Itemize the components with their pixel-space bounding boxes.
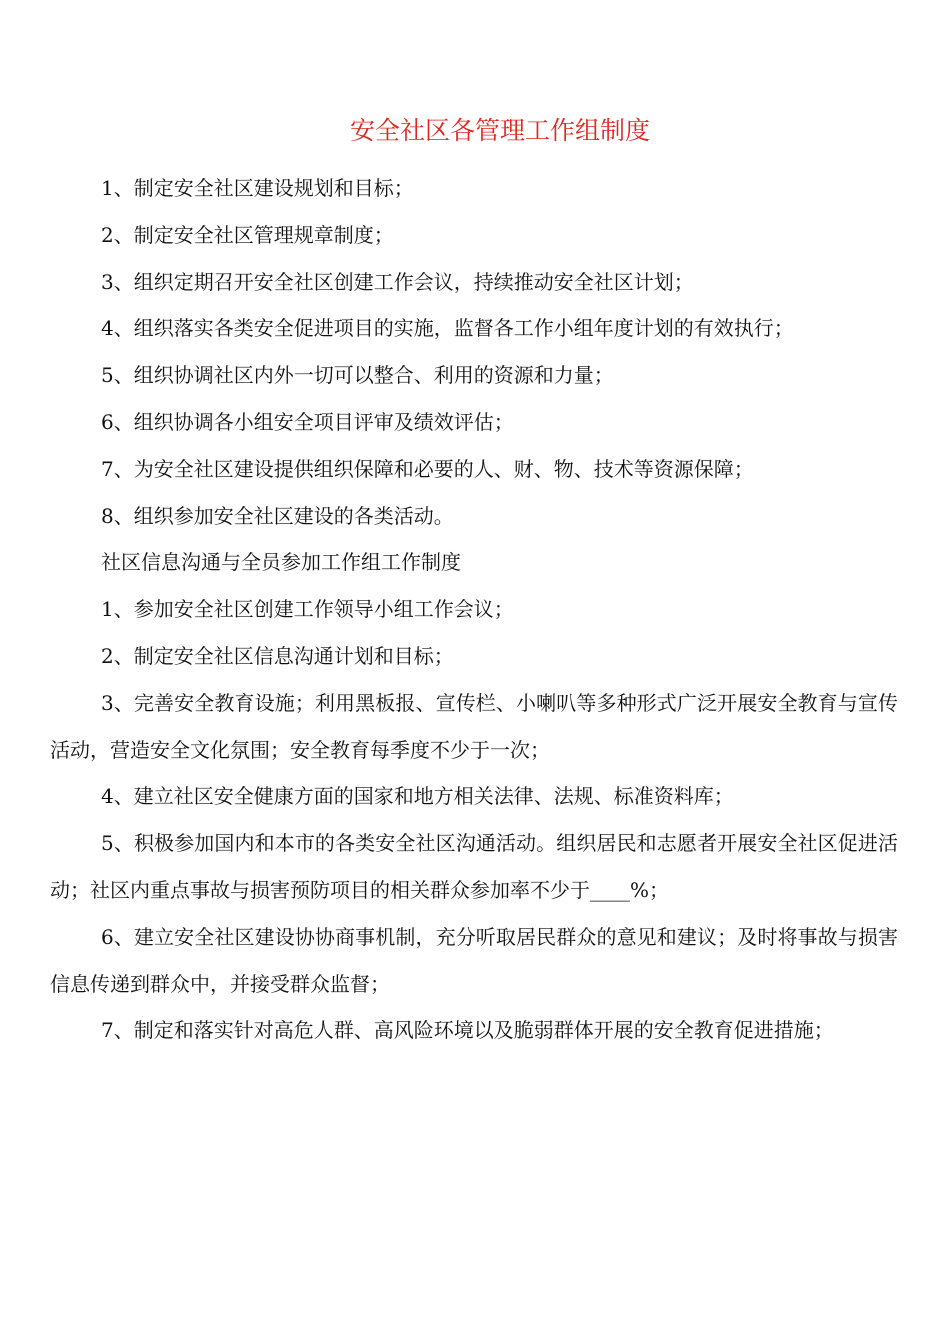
paragraph-8: 8、组织参加安全社区建设的各类活动。 (101, 503, 454, 528)
section-heading: 社区信息沟通与全员参加工作组工作制度 (101, 550, 461, 575)
paragraph-7: 7、为安全社区建设提供组织保障和必要的人、财、物、技术等资源保障； (101, 456, 754, 481)
document-title: 安全社区各管理工作组制度 (349, 116, 650, 145)
paragraph-6: 6、组织协调各小组安全项目评审及绩效评估； (101, 409, 514, 434)
paragraph-5: 5、组织协调社区内外一切可以整合、利用的资源和力量； (101, 363, 614, 388)
paragraph-4: 4、组织落实各类安全促进项目的实施，监督各工作小组年度计划的有效执行； (101, 316, 794, 341)
paragraph-9: 1、参加安全社区创建工作领导小组工作会议； (101, 597, 514, 622)
paragraph-3: 3、组织定期召开安全社区创建工作会议，持续推动安全社区计划； (101, 269, 694, 294)
paragraph-13: 5、积极参加国内和本市的各类安全社区沟通活动。组织居民和志愿者开展安全社区促进活动；社区内重点事故与损害预防项目的相关群众参加率不少于____%； (50, 831, 898, 902)
paragraph-14: 6、建立安全社区建设协协商事机制，充分听取居民群众的意见和建议；及时将事故与损害信息传递到群众中，并接受群众监督； (50, 924, 898, 996)
paragraph-10: 2、制定安全社区信息沟通计划和目标； (101, 643, 454, 668)
paragraph-1: 1、制定安全社区建设规划和目标； (101, 176, 414, 200)
document-body (50, 165, 898, 1054)
paragraph-2: 2、制定安全社区管理规章制度； (101, 222, 394, 247)
paragraph-12: 4、建立社区安全健康方面的国家和地方相关法律、法规、标准资料库； (101, 784, 734, 809)
paragraph-15: 7、制定和落实针对高危人群、高风险环境以及脆弱群体开展的安全教育促进措施； (101, 1018, 834, 1043)
paragraph-11: 3、完善安全教育设施；利用黑板报、宣传栏、小喇叭等多种形式广泛开展安全教育与宣传活动，营造安全文化氛围；安全教育每季度不少于一次； (50, 690, 898, 762)
